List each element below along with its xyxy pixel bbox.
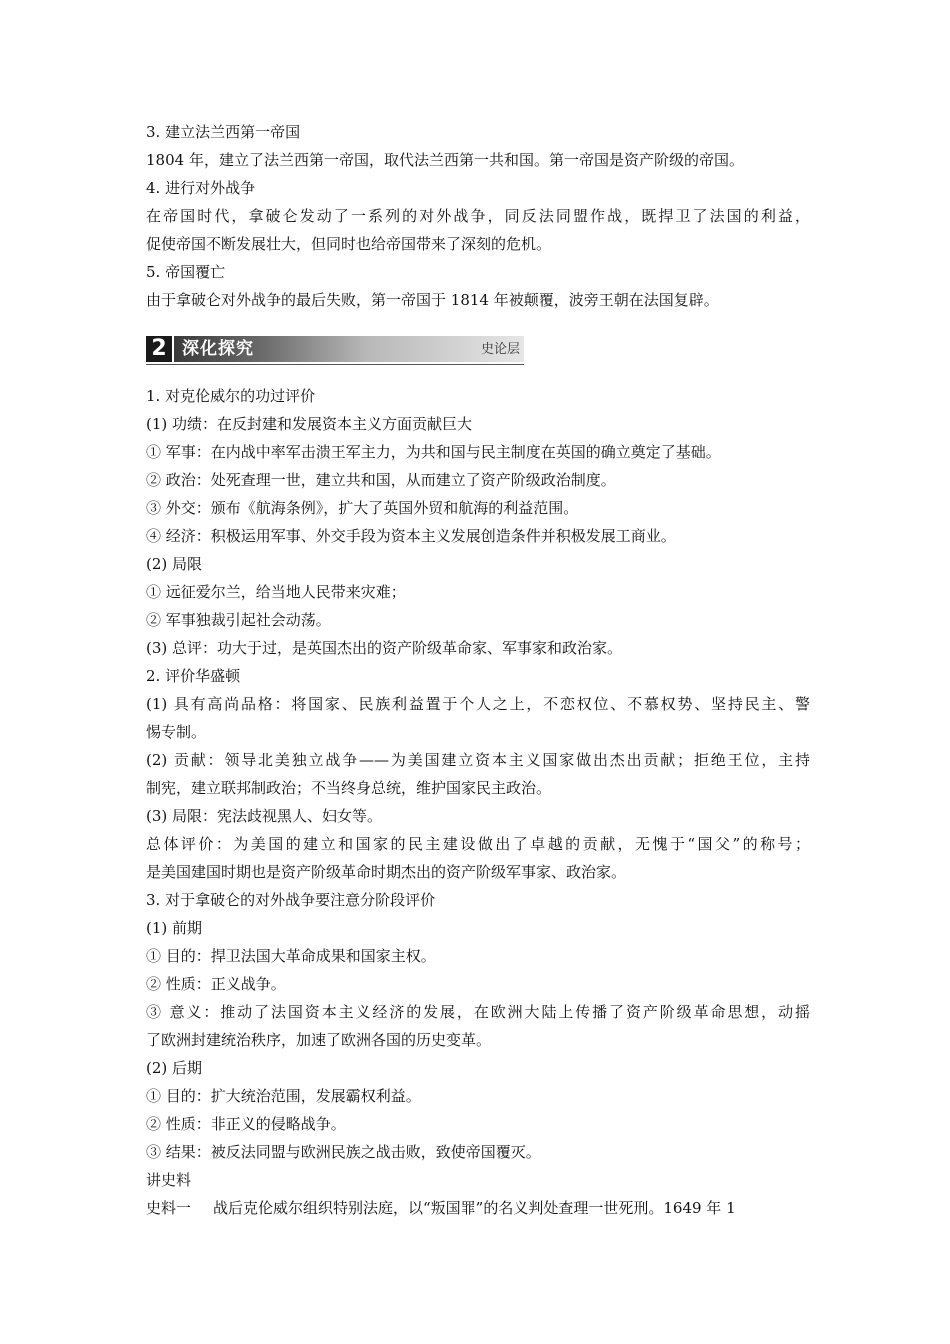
source-one <box>146 1194 810 1222</box>
heading-cromwell: 1. 对克伦威尔的功过评价 <box>146 387 316 405</box>
paragraph-line: 总体评价：为美国的建立和国家的民主建设做出了卓越的贡献，无愧于“国父”的称号； <box>146 835 810 853</box>
heading-empire-fall: 5. 帝国覆亡 <box>146 263 226 281</box>
paragraph-line: 在帝国时代，拿破仑发动了一系列的对外战争，同反法同盟作战，既捍卫了法国的利益， <box>146 207 810 225</box>
paragraph-line: 惕专制。 <box>146 723 207 741</box>
paragraph-empire-fall: 由于拿破仑对外战争的最后失败，第一帝国于 1814 年被颠覆，波旁王朝在法国复辟。 <box>146 291 719 309</box>
paragraph-line: 是美国建国时期也是资产阶级革命时期杰出的资产阶级军事家、政治家。 <box>146 863 627 881</box>
napoleon-late-purpose: ① 目的：扩大统治范围，发展霸权利益。 <box>146 1087 421 1105</box>
cromwell-summary: (3) 总评：功大于过，是英国杰出的资产阶级革命家、军事家和政治家。 <box>146 639 623 657</box>
washington-overall <box>146 830 810 886</box>
cromwell-limit-dictatorship: ② 军事独裁引起社会动荡。 <box>146 611 331 629</box>
source-one-label: 史料一 <box>146 1199 192 1217</box>
paragraph-line: (1) 具有高尚品格：将国家、民族利益置于个人之上，不恋权位、不慕权势、坚持民主、警 <box>146 695 810 713</box>
washington-contribution <box>146 746 810 802</box>
paragraph-found-empire: 1804 年，建立了法兰西第一帝国，取代法兰西第一共和国。第一帝国是资产阶级的帝国。 <box>146 151 744 169</box>
cromwell-economy: ④ 经济：积极运用军事、外交手段为资本主义发展创造条件并积极发展工商业。 <box>146 527 676 545</box>
cromwell-politics: ② 政治：处死查理一世，建立共和国，从而建立了资产阶级政治制度。 <box>146 471 616 489</box>
section-underline <box>146 364 524 365</box>
napoleon-late-result: ③ 结果：被反法同盟与欧洲民族之战击败，致使帝国覆灭。 <box>146 1143 541 1161</box>
paragraph-foreign-wars <box>146 202 810 258</box>
heading-washington: 2. 评价华盛顿 <box>146 667 241 685</box>
section-tag: 史论层 <box>480 342 520 357</box>
paragraph-line: 促使帝国不断发展壮大，但同时也给帝国带来了深刻的危机。 <box>146 235 552 253</box>
cromwell-limit-ireland: ① 远征爱尔兰，给当地人民带来灾难； <box>146 583 406 601</box>
napoleon-early: (1) 前期 <box>146 919 203 937</box>
paragraph-line: 了欧洲封建统治秩序，加速了欧洲各国的历史变革。 <box>146 1031 492 1049</box>
heading-napoleon-wars: 3. 对于拿破仑的对外战争要注意分阶段评价 <box>146 891 436 909</box>
section-title: 深化探究 <box>182 339 254 359</box>
paragraph-line: ③ 意义：推动了法国资本主义经济的发展，在欧洲大陆上传播了资产阶级革命思想，动摇 <box>146 1003 810 1021</box>
cromwell-diplomacy: ③ 外交：颁布《航海条例》，扩大了英国外贸和航海的利益范围。 <box>146 499 579 517</box>
napoleon-late-nature: ② 性质：非正义的侵略战争。 <box>146 1115 346 1133</box>
cromwell-achievements: (1) 功绩：在反封建和发展资本主义方面贡献巨大 <box>146 415 473 433</box>
heading-sources: 讲史料 <box>146 1171 192 1189</box>
paragraph-line: (2) 贡献：领导北美独立战争——为美国建立资本主义国家做出杰出贡献；拒绝王位，主持 <box>146 751 810 769</box>
washington-limits: (3) 局限：宪法歧视黑人、妇女等。 <box>146 807 383 825</box>
page-content <box>146 118 810 1222</box>
washington-character <box>146 690 810 746</box>
paragraph-line: 制宪，建立联邦制政治；不当终身总统，维护国家民主政治。 <box>146 779 552 797</box>
napoleon-early-purpose: ① 目的：捍卫法国大革命成果和国家主权。 <box>146 947 436 965</box>
source-one-text: 战后克伦威尔组织特别法庭，以“叛国罪”的名义判处查理一世死刑。1649 年 1 <box>213 1199 736 1217</box>
section-banner <box>146 334 524 364</box>
napoleon-early-significance <box>146 998 810 1054</box>
heading-foreign-wars: 4. 进行对外战争 <box>146 179 256 197</box>
cromwell-military: ① 军事：在内战中率军击溃王军主力，为共和国与民主制度在英国的确立奠定了基础。 <box>146 443 721 461</box>
napoleon-early-nature: ② 性质：正义战争。 <box>146 975 286 993</box>
cromwell-limits: (2) 局限 <box>146 555 203 573</box>
napoleon-late: (2) 后期 <box>146 1059 203 1077</box>
heading-found-empire: 3. 建立法兰西第一帝国 <box>146 123 301 141</box>
section-number-badge: 2 <box>146 336 172 362</box>
